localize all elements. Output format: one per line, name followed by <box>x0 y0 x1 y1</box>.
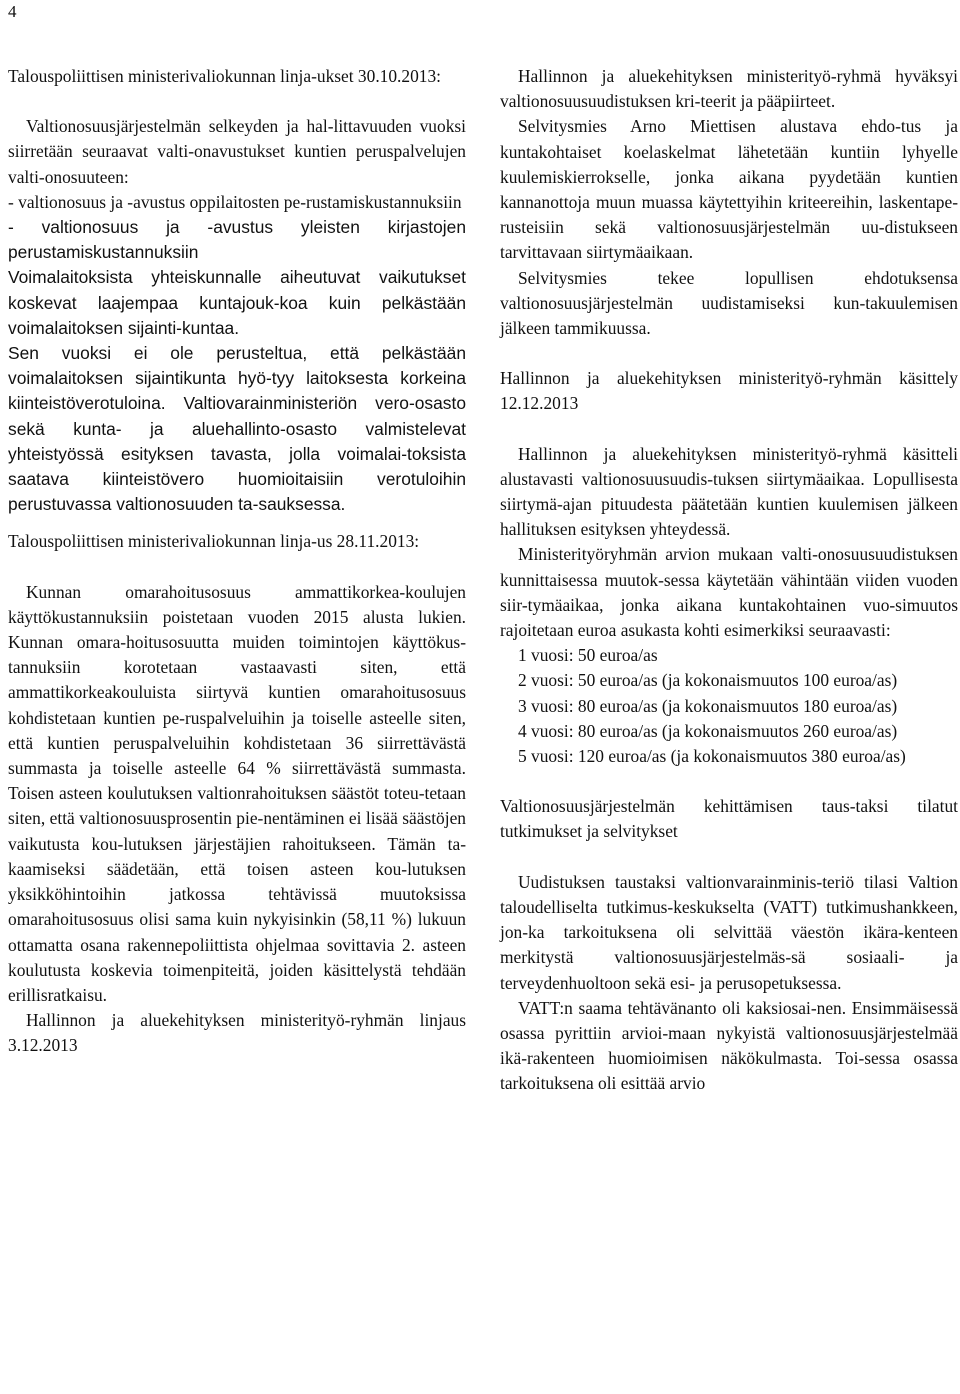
paragraph-omarahoitusosuus: Kunnan omarahoitusosuus ammattikorkea-koulujen käyttökustannuksiin poistetaan vuoden 2015 alusta lukien. Kunnan omara-hoitusosuutta muiden toimintojen käyttökus-tannuksiin korotetaan vastaavasti siten, että ammattikorkeakouluista siirtyvä kuntien omarahoitusosuus kohdistetaan kuntien pe-ruspalveluihin ja toiselle asteelle siten, että kuntien peruspalveluihin kohdistetaan 36 siirrettävästä summasta ja toiselle asteelle 64 % siirrettävästä summasta. Toisen asteen koulutuksen valtionrahoituksen säästöt toteu-tetaan siten, että valtionosuusprosentin pie-nentäminen ei lisää säästöjen vaikutusta kou-lutuksen järjestäjien rahoitukseen. Tämän ta-kaamiseksi säädetään, että toisen asteen kou-lutuksen yksikköhintoihin jatkossa tehtävissä muutoksissa omarahoitusosuus olisi sama kuin nykyisinkin (58,11 %) lukuun ottamatta osana rakennepoliittista ohjelmaa sovittavia 2. asteen koulutusta koskevia toimenpiteitä, joiden käsittelystä tehdään erillisratkaisu. <box>8 581 466 1005</box>
section-heading-linjaus-28-11: Talouspoliittisen ministerivaliokunnan linja-us 28.11.2013: <box>8 531 420 552</box>
paragraph-sijaintikunta: Sen vuoksi ei ole perusteltua, että pelkästään voimalaitoksen sijaintikunta hyö-tyy laitoksesta korkeina kiinteistöverotuloina. Valtiovarainministeriön vero-osasto sekä kunta- ja aluehallinto-osasto valmistelevat yhteistyössä esityksen tavasta, jolla voimalai-toksista saatava kiinteistövero huomioitaisiin verotuloihin perustuvassa valtionosuuden ta-sauksessa. <box>8 343 466 515</box>
bullet-oppilaitokset: - valtionosuus ja -avustus oppilaitosten pe-rustamiskustannuksiin <box>8 191 462 212</box>
paragraph-arvio: Ministerityöryhmän arvion mukaan valti-onosuusuudistuksen kunnittaisessa muutok-sessa käytetään vähintään viiden vuoden siir-tymäaikaa, jonka aikana kuntakohtainen vuo-simuutos rajoitetaan euroa asukasta kohti esimerkiksi seuraavasti: <box>500 544 958 641</box>
list-item: 2 vuosi: 50 euroa/as (ja kokonaismuutos 100 euroa/as) <box>518 670 898 691</box>
page-number: 4 <box>8 2 17 21</box>
paragraph-linjaus-3-12: Hallinnon ja aluekehityksen ministerityö-ryhmän linjaus 3.12.2013 <box>8 1010 466 1056</box>
paragraph-voimalaitokset: Voimalaitoksista yhteiskunnalle aiheutuvat vaikutukset koskevat laajempaa kuntajouk-koa kuin pelkästään voimalaitoksen sijainti-kuntaa. <box>8 267 466 338</box>
right-column <box>500 64 958 1097</box>
list-item: 4 vuosi: 80 euroa/as (ja kokonaismuutos 260 euroa/as) <box>518 720 898 741</box>
list-item: 3 vuosi: 80 euroa/as (ja kokonaismuutos 180 euroa/as) <box>518 695 898 716</box>
left-column <box>8 64 466 1059</box>
list-item: 1 vuosi: 50 euroa/as <box>518 645 658 666</box>
paragraph-selkeys: Valtionosuusjärjestelmän selkeyden ja hal-littavuuden vuoksi siirretään seuraavat valti-onavustukset kuntien peruspalvelujen valti-onosuuteen: <box>8 116 466 187</box>
list-item: 5 vuosi: 120 euroa/as (ja kokonaismuutos 380 euroa/as) <box>518 746 906 767</box>
paragraph-siirtymaaika: Hallinnon ja aluekehityksen ministerityö-ryhmä käsitteli alustavasti valtionosuusuudis-tuksen siirtymäaikaa. Lopullisesta siirtymä-ajan pituudesta päätetään kuntien kuulemisen jälkeen hallituksen esityksen yhteydessä. <box>500 443 958 540</box>
section-heading-kasittely-12-12: Hallinnon ja aluekehityksen ministerityö-ryhmän käsittely 12.12.2013 <box>500 368 958 414</box>
paragraph-selvitysmies-ehdotus: Selvitysmies Arno Miettisen alustava ehdo-tus ja kuntakohtaiset koelaskelmat lähetetään kuntiin lyhyelle kuulemiskierrokselle, jonka aikana pyydetään kuntien kannanottoja muun muassa käytettyihin kriteereihin, laskentape-rusteisiin sekä valtionosuusjärjestelmän uu-distukseen tarvittavaan siirtymäaikaan. <box>500 116 958 263</box>
section-heading-linjaukset-30-10: Talouspoliittisen ministerivaliokunnan linja-ukset 30.10.2013: <box>8 66 442 86</box>
paragraph-lopullinen-ehdotus: Selvitysmies tekee lopullisen ehdotuksensa valtionosuusjärjestelmän uudistamiseksi kun-takuulemisen jälkeen tammikuussa. <box>500 267 958 339</box>
bullet-kirjastot: - valtionosuus ja -avustus yleisten kirjastojen perustamiskustannuksiin <box>8 217 466 263</box>
section-heading-tutkimukset: Valtionosuusjärjestelmän kehittämisen taus-taksi tilatut tutkimukset ja selvitykset <box>500 796 958 842</box>
paragraph-vatt-hanke: Uudistuksen taustaksi valtionvarainminis-teriö tilasi Valtion taloudelliselta tutkimus-keskukselta (VATT) tutkimushankkeen, jon-ka tarkoituksena oli selvittää väestön ikära-kenteen merkitystä valtionosuusjärjestelmäs-sä sosiaali- ja terveydenhuoltoon sekä esi- ja perusopetuksessa. <box>500 871 958 993</box>
paragraph-kriteerit: Hallinnon ja aluekehityksen ministerityö-ryhmä hyväksyi valtionosuusuudistuksen kri-teerit ja pääpiirteet. <box>500 66 958 112</box>
paragraph-vatt-tehtava: VATT:n saama tehtävänanto oli kaksiosai-nen. Ensimmäisessä osassa pyrittiin arvioi-maan nykyistä valtionosuusjärjestelmää ikä-rakenteen huomioimisen näkökulmasta. Toi-sessa osassa tarkoituksena oli esittää arvio <box>500 997 958 1094</box>
